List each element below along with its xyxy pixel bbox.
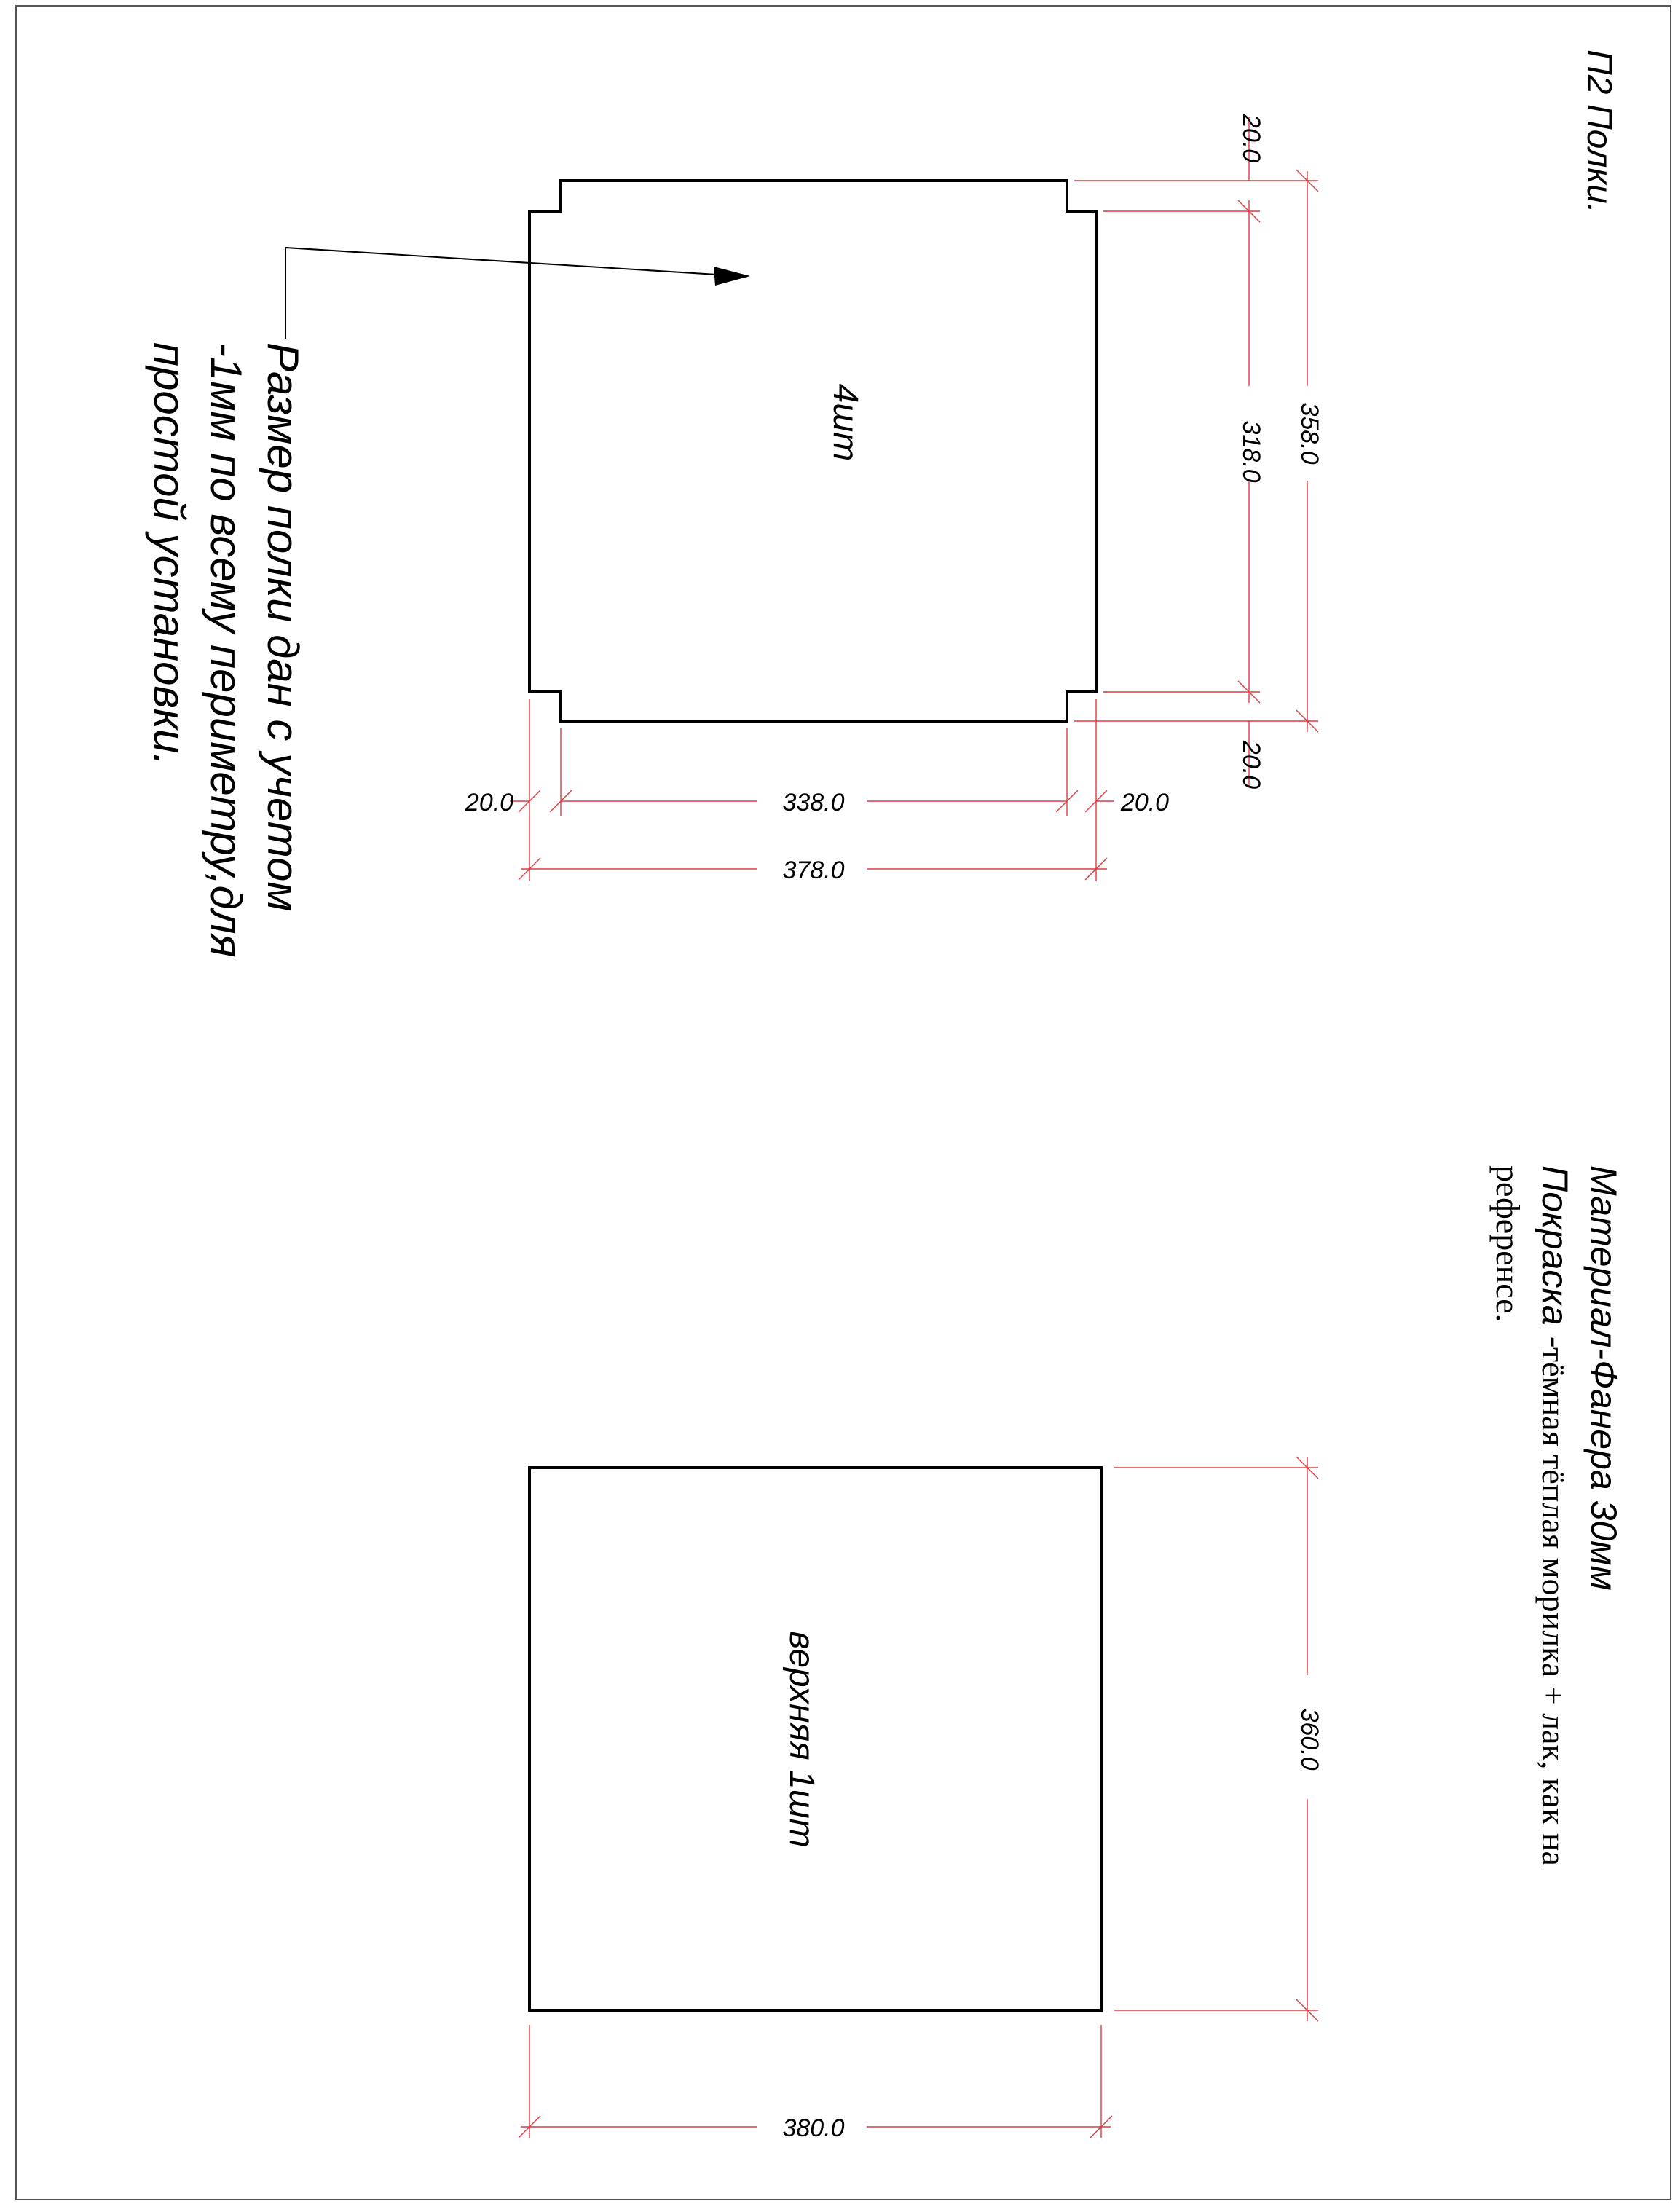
dim-top-width: 380.0: [782, 2114, 845, 2142]
top-panel-dimensions: [519, 1457, 1323, 2142]
dim-inner-width: 338.0: [782, 789, 845, 816]
paint-value-cont: референсе.: [1489, 1165, 1527, 1323]
material-line: Материал-Фанера 30мм: [1583, 1165, 1624, 1591]
dim-notch-top: 20.0: [1237, 114, 1265, 163]
dim-overall-length: 358.0: [1296, 402, 1323, 465]
material-block: [1489, 1165, 1624, 1866]
note-leader-arrow: [285, 248, 750, 339]
page-title: П2 Полки.: [1580, 50, 1618, 213]
top-panel-label: верхняя 1шт: [782, 1631, 821, 1848]
note-line-2: -1мм по всему периметру,для: [202, 342, 251, 958]
paint-label: Покраска -: [1535, 1165, 1575, 1348]
note-line-1: Размер полки дан с учетом: [259, 342, 307, 912]
dim-overall-width: 378.0: [782, 857, 845, 884]
shelf-outline: [529, 181, 1096, 721]
shelf-width-dimensions: [465, 699, 1169, 884]
sheet-border: [16, 6, 1671, 2200]
top-panel-part: [529, 1468, 1101, 2010]
note-line-3: простой установки.: [145, 342, 194, 766]
dim-top-length: 360.0: [1296, 1708, 1323, 1771]
paint-value: тёмная тёплая морилка + лак, как на: [1535, 1347, 1572, 1866]
size-note: [145, 342, 307, 958]
dim-notch-left: 20.0: [465, 789, 514, 816]
shelf-part: [529, 181, 1096, 721]
dim-inner-length: 318.0: [1237, 420, 1265, 483]
dim-notch-bottom: 20.0: [1237, 740, 1265, 790]
shelf-length-dimensions: [1074, 114, 1323, 789]
shelf-label: 4шт: [826, 383, 864, 462]
dim-notch-right: 20.0: [1120, 789, 1170, 816]
